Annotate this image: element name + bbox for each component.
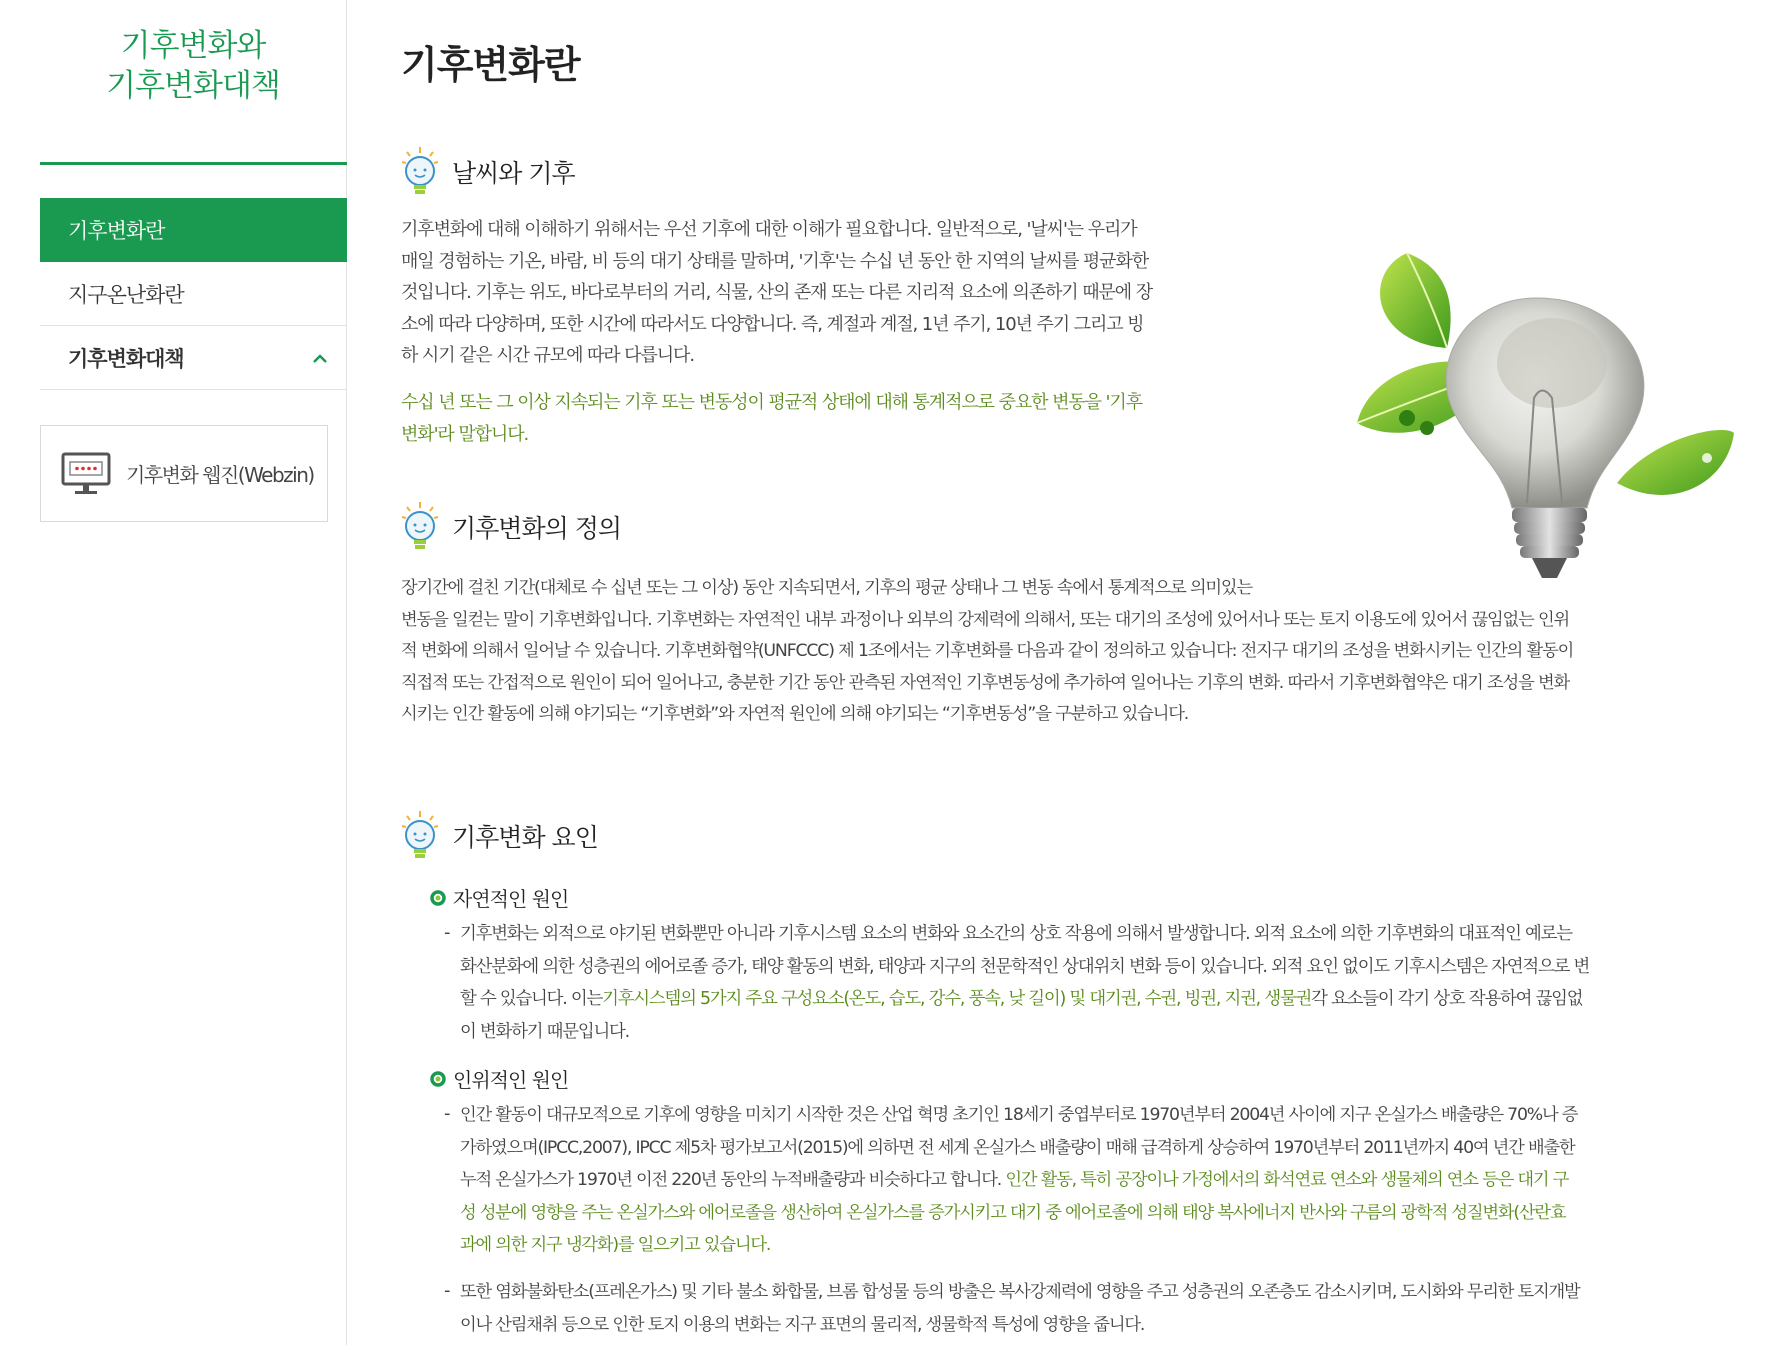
- text-line: [460, 983, 1770, 1016]
- text-line: 직접적 또는 간접적으로 원인이 되어 일어나고, 충분한 기간 동안 관측된 자연적인 기후변동성에 추가하여 일어나는 기후의 변화. 따라서 기후변화협약은 대기 조성을 변화: [401, 672, 1570, 693]
- section-weather-climate-header: [400, 146, 575, 198]
- section-heading: 기후변화 요인: [452, 823, 598, 852]
- bullet-icon: [430, 1071, 446, 1087]
- text-line: 성 성분에 영향을 주는 온실가스와 에어로졸을 생산하여 온실가스를 증가시키고 대기 중 에어로졸에 의해 태양 복사에너지 반사와 구름의 광학적 성질변화(산란효: [460, 1202, 1566, 1223]
- natural-cause-paragraph: [460, 918, 1770, 1048]
- human-cause-paragraph-2: [460, 1276, 1770, 1341]
- section-heading: 날씨와 기후: [452, 159, 575, 188]
- sidebar-item-label: 지구온난화란: [68, 282, 184, 307]
- sidebar-title-line1: 기후변화와: [120, 28, 266, 64]
- text-span: 할 수 있습니다. 이는: [460, 989, 603, 1009]
- subheading-label: 인위적인 원인: [453, 1068, 569, 1092]
- text-line: 매일 경험하는 기온, 바람, 비 등의 대기 상태를 말하며, '기후'는 수십 년 동안 한 지역의 날씨를 평균화한: [401, 250, 1149, 272]
- webzin-label: 기후변화 웹진(Webzin): [126, 463, 314, 487]
- bullet-icon: [430, 890, 446, 906]
- monitor-icon: [61, 451, 111, 497]
- sidebar-title-line2: 기후변화대책: [106, 68, 280, 104]
- sidebar-item-label: 기후변화란: [68, 219, 165, 243]
- text-line: 가하였으며(IPCC,2007), IPCC 제5차 평가보고서(2015)에 의하면 전 세계 온실가스 배출량이 매해 급격하게 상승하여 1970년부터 2011년까지 40여 년간 배출한: [460, 1137, 1575, 1158]
- text-line: 이 변화하기 때문입니다.: [460, 1021, 629, 1042]
- text-line: 과에 의한 지구 냉각화)를 일으키고 있습니다.: [460, 1235, 771, 1255]
- text-line: 수십 년 또는 그 이상 지속되는 기후 또는 변동성이 평균적 상태에 대해 통계적으로 중요한 변동을 '기후: [401, 392, 1142, 413]
- text-line: 변화'라 말합니다.: [401, 423, 529, 445]
- section1-highlight: [401, 387, 1181, 450]
- subheading-label: 자연적인 원인: [453, 887, 569, 911]
- text-line: 기후변화에 대해 이해하기 위해서는 우선 기후에 대한 이해가 필요합니다. 일반적으로, '날씨'는 우리가: [401, 219, 1137, 240]
- lightbulb-icon: [400, 501, 440, 553]
- lightbulb-icon: [400, 810, 440, 862]
- webzin-link[interactable]: [40, 425, 328, 522]
- section-causes-header: [400, 810, 598, 862]
- highlight-span: 인간 활동, 특히 공장이나 가정에서의 화석연료 연소와 생물체의 연소 등은 대기 구: [1005, 1170, 1569, 1190]
- text-line: 화산분화에 의한 성층권의 에어로졸 증가, 태양 활동의 변화, 태양과 지구의 천문학적인 상대위치 변화 등이 있습니다. 외적 요인 없이도 기후시스템은 자연적으로 변: [460, 956, 1590, 977]
- lightbulb-icon: [400, 146, 440, 198]
- text-line: 시키는 인간 활동에 의해 야기되는 “기후변화”와 자연적 원인에 의해 야기되는 “기후변동성”을 구분하고 있습니다.: [401, 704, 1189, 724]
- text-line: 적 변화에 의해서 일어날 수 있습니다. 기후변화협약(UNFCCC) 제 1조에서는 기후변화를 다음과 같이 정의하고 있습니다: 전지구 대기의 조성을 변화시키는 인간의 활동이: [401, 641, 1574, 661]
- text-line: 것입니다. 기후는 위도, 바다로부터의 거리, 식물, 산의 존재 또는 다른 지리적 요소에 의존하기 때문에 장: [401, 282, 1152, 303]
- section-definition-header: [400, 501, 621, 553]
- sidebar-menu: [40, 198, 347, 390]
- text-line: 이나 산림채취 등으로 인한 토지 이용의 변화는 지구 표면의 물리적, 생물학적 특성에 영향을 줍니다.: [460, 1314, 1145, 1335]
- section-heading: 기후변화의 정의: [452, 514, 621, 543]
- dash-marker: -: [444, 1280, 451, 1301]
- text-span: 각 요소들이 각기 상호 작용하여 끊임없: [1311, 989, 1583, 1009]
- text-span: 누적 온실가스가 1970년 이전 220년 동안의 누적배출량과 비슷하다고 합니다.: [460, 1170, 1006, 1190]
- text-line: 하 시기 같은 시간 규모에 따라 다릅니다.: [401, 345, 694, 366]
- text-line: 장기간에 걸친 기간(대체로 수 십년 또는 그 이상) 동안 지속되면서, 기후의 평균 상태나 그 변동 속에서 통계적으로 의미있는: [401, 578, 1253, 598]
- sidebar-divider: [40, 162, 347, 165]
- sidebar-item-label: 기후변화대책: [68, 346, 184, 371]
- text-line: 또한 염화불화탄소(프레온가스) 및 기타 불소 화합물, 브롬 합성물 등의 방출은 복사강제력에 영향을 주고 성층권의 오존층도 감소시키며, 도시화와 무리한 토지개발: [460, 1282, 1580, 1302]
- human-cause-paragraph: [460, 1099, 1770, 1262]
- section2-paragraph: [401, 573, 1771, 731]
- sidebar-item-global-warming[interactable]: [40, 262, 347, 326]
- main-content: [348, 0, 1773, 1345]
- subheading-human-cause: [430, 1064, 568, 1093]
- subheading-natural-cause: [430, 883, 568, 912]
- sidebar: [0, 0, 347, 1345]
- text-line: 기후변화는 외적으로 야기된 변화뿐만 아니라 기후시스템 요소의 변화와 요소간의 상호 작용에 의해서 발생합니다. 외적 요소에 의한 기후변화의 대표적인 예로는: [460, 924, 1572, 944]
- highlight-span: 기후시스템의 5가지 주요 구성요소(온도, 습도, 강수, 풍속, 낮 길이) 및 대기권, 수권, 빙권, 지권, 생물권: [602, 989, 1312, 1009]
- sidebar-item-climate-policy[interactable]: [40, 326, 347, 390]
- section1-paragraph: [401, 214, 1181, 372]
- dash-marker: -: [444, 922, 451, 943]
- text-line: 소에 따라 다양하며, 또한 시간에 따라서도 다양합니다. 즉, 계절과 계절, 1년 주기, 10년 주기 그리고 빙: [401, 313, 1144, 335]
- text-line: 인간 활동이 대규모적으로 기후에 영향을 미치기 시작한 것은 산업 혁명 초기인 18세기 중엽부터로 1970년부터 2004년 사이에 지구 온실가스 배출량은 70%나 증: [460, 1105, 1578, 1125]
- lightbulb-leaves-illustration: [1352, 233, 1737, 595]
- chevron-up-icon[interactable]: [313, 352, 327, 366]
- sidebar-item-climate-change[interactable]: [40, 198, 347, 262]
- text-line: 변동을 일컫는 말이 기후변화입니다. 기후변화는 자연적인 내부 과정이나 외부의 강제력에 의해서, 또는 대기의 조성에 있어서나 또는 토지 이용도에 있어서 끊임없는 인위: [401, 609, 1570, 630]
- sidebar-title: [40, 26, 346, 106]
- dash-marker: -: [444, 1103, 451, 1124]
- text-line: [460, 1164, 1770, 1197]
- page-title: 기후변화란: [401, 43, 580, 87]
